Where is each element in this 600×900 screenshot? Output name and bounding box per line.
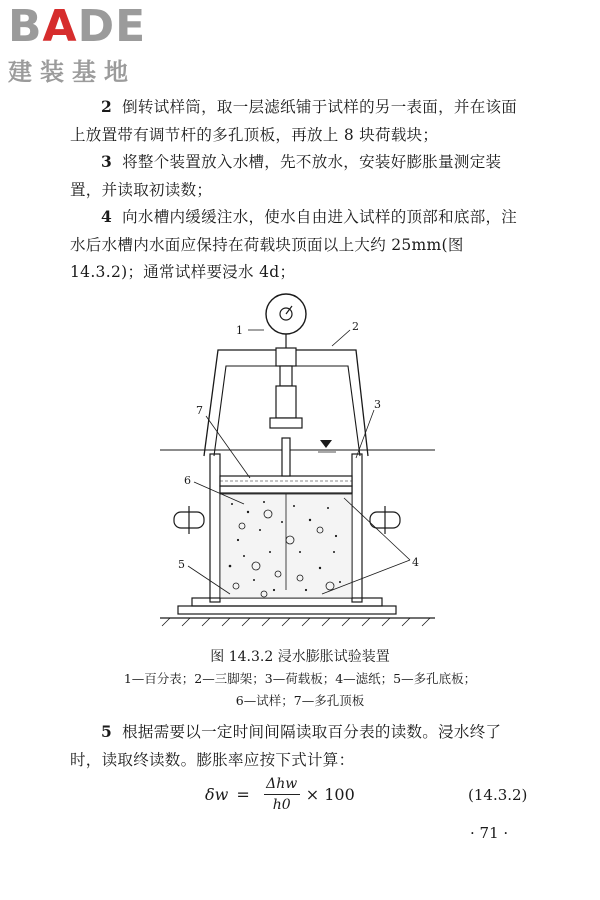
label-6: 6: [184, 474, 191, 487]
equation-number: (14.3.2): [468, 786, 528, 804]
label-7: 7: [196, 404, 203, 417]
formula-lhs: δw: [205, 785, 229, 804]
logo-wordmark: BADE: [8, 1, 147, 52]
label-2: 2: [352, 320, 359, 333]
formula-multiplier: × 100: [305, 785, 355, 804]
figure-caption: 图 14.3.2 浸水膨胀试验装置: [210, 649, 390, 665]
page-number: · 71 ·: [470, 824, 509, 842]
paragraph-3: 3 将整个装置放入水槽，先不放水，安装好膨胀量测定装置，并读取初读数；: [70, 152, 502, 199]
paragraph-2: 2 倒转试样筒，取一层滤纸铺于试样的另一表面，并在该面上放置带有调节杆的多孔顶板，再放上 8 块荷载块；: [70, 97, 518, 144]
bade-logo: [8, 1, 147, 87]
paragraph-4: 4 向水槽内缓缓注水，使水自由进入试样的顶部和底部，注水后水槽内水面应保持在荷载块顶面以上大约 25mm(图 14.3.2)；通常试样要浸水 4d；: [70, 207, 518, 281]
formula-numerator: Δhw: [266, 776, 298, 792]
paragraph-5: 5 根据需要以一定时间间隔读取百分表的读数。浸水终了时，读取终读数。膨胀率应按下式计算：: [70, 722, 502, 769]
logo-subtitle: 建装基地: [8, 58, 136, 86]
swelling-rate-formula: [205, 776, 355, 813]
apparatus-diagram: [160, 290, 450, 630]
formula-equals: =: [236, 785, 250, 804]
label-5: 5: [178, 558, 185, 571]
label-3: 3: [374, 398, 381, 411]
formula-denominator: h0: [272, 797, 291, 813]
label-1: 1: [236, 324, 243, 337]
figure-legend-line-2: 6—试样；7—多孔顶板: [235, 693, 365, 708]
figure-legend-line-1: 1—百分表；2—三脚架；3—荷载板；4—滤纸；5—多孔底板；: [123, 671, 477, 686]
label-4: 4: [412, 556, 419, 569]
formula-fraction: [264, 776, 300, 813]
